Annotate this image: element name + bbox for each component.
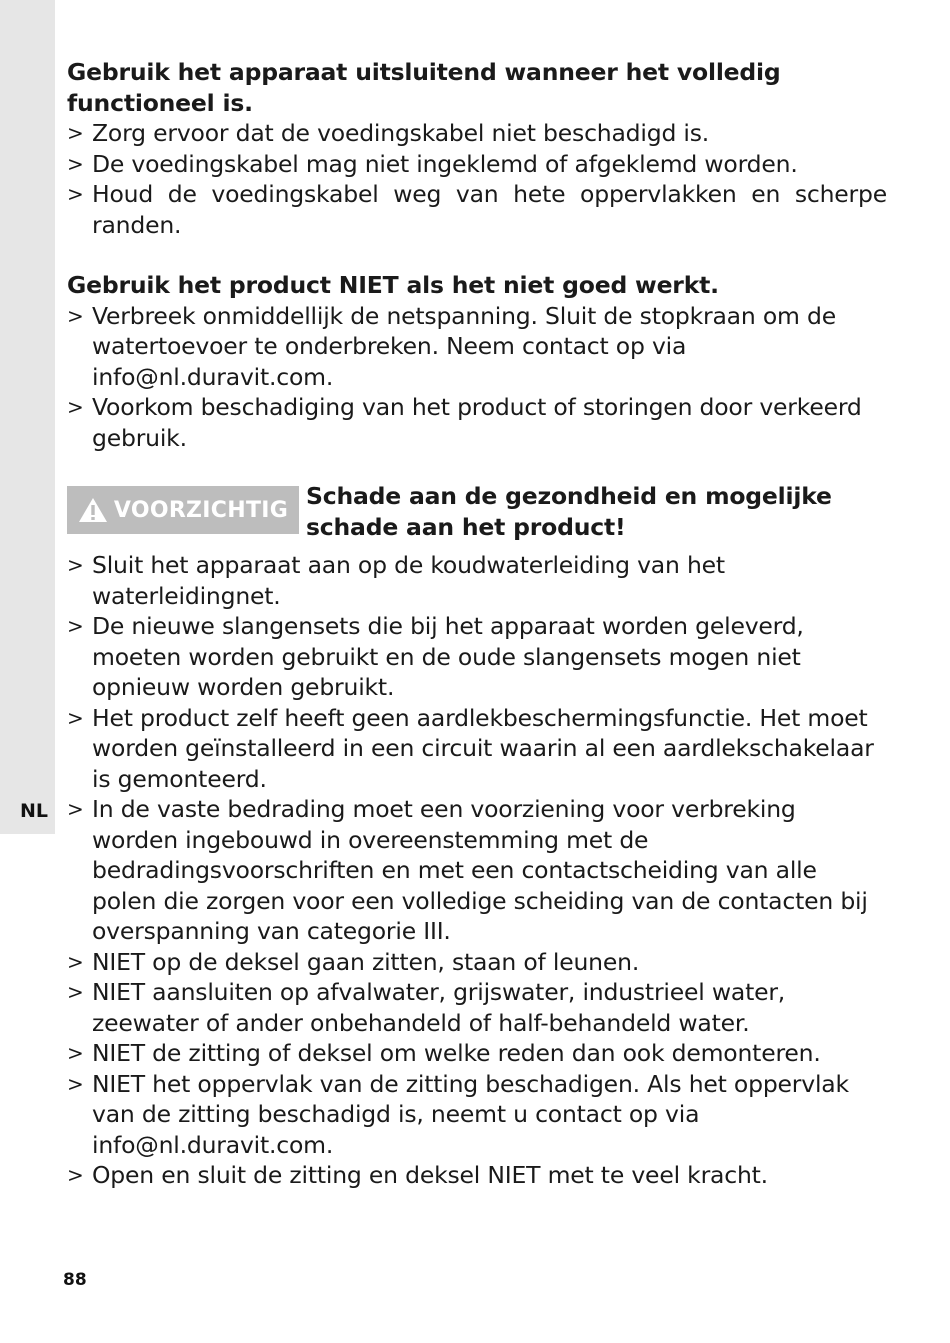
list-item: > NIET de zitting of deksel om welke reden dan ook demonteren. (67, 1039, 821, 1067)
section-caution (67, 481, 887, 1191)
arrow-marker-icon: > (67, 1041, 84, 1065)
list-item: > De voedingskabel mag niet ingeklemd of afgeklemd worden. (67, 149, 798, 178)
section-functional-use (67, 57, 887, 240)
section-heading: Gebruik het product NIET als het niet goed werkt. (67, 271, 719, 299)
arrow-marker-icon: > (67, 395, 84, 419)
list-item: > NIET aansluiten op afvalwater, grijswater, industrieel water, zeewater of ander onbehandeld of half-behandeld water. (67, 978, 786, 1037)
page-number: 88 (63, 1270, 87, 1290)
language-side-tab (0, 0, 55, 834)
arrow-marker-icon: > (67, 1163, 84, 1187)
caution-badge-label: VOORZICHTIG (113, 497, 289, 523)
arrow-marker-icon: > (67, 1071, 84, 1096)
arrow-marker-icon: > (67, 614, 84, 638)
arrow-marker-icon: > (67, 303, 84, 328)
arrow-marker-icon: > (67, 797, 84, 821)
arrow-marker-icon: > (67, 705, 84, 730)
arrow-marker-icon: > (67, 182, 84, 206)
bullet-list (67, 550, 887, 1191)
bullet-list (67, 301, 887, 454)
arrow-marker-icon: > (67, 980, 84, 1004)
bullet-list (67, 118, 887, 240)
arrow-marker-icon: > (67, 553, 84, 577)
list-item: > NIET het oppervlak van de zitting beschadigen. Als het oppervlak van de zitting beschadigd is, neemt u contact op via info@nl.duravit.com. (67, 1069, 849, 1159)
arrow-marker-icon: > (67, 949, 84, 974)
list-item: > Sluit het apparaat aan op de koudwaterleiding van het waterleidingnet. (67, 551, 725, 610)
list-item: > Houd de voedingskabel weg van hete oppervlakken en scherpe randen. (67, 180, 887, 239)
section-heading: Gebruik het apparaat uitsluitend wanneer het volledig functioneel is. (67, 58, 781, 117)
list-item: > Verbreek onmiddellijk de netspanning. Sluit de stopkraan om de watertoevoer te onderbreken. Neem contact op via info@nl.duravit.com. (67, 301, 836, 391)
caution-title: Schade aan de gezondheid en mogelijke schade aan het product! (306, 482, 832, 541)
list-item: > In de vaste bedrading moet een voorziening voor verbreking worden ingebouwd in overeenstemming met de bedradingsvoorschriften en met een contactscheiding van alle polen die zorgen voor een volledige scheiding van de contacten bij overspanning van categorie III. (67, 795, 868, 945)
arrow-marker-icon: > (67, 151, 84, 176)
list-item: > Het product zelf heeft geen aardlekbeschermingsfunctie. Het moet worden geïnstalleerd in een circuit waarin al een aardlekschakelaar is gemonteerd. (67, 703, 874, 793)
warning-triangle-icon (78, 497, 108, 523)
caution-badge (67, 486, 299, 534)
list-item: > NIET op de deksel gaan zitten, staan of leunen. (67, 947, 640, 976)
caution-header (67, 481, 887, 542)
section-malfunction (67, 270, 887, 453)
language-label: NL (20, 800, 49, 822)
list-item: > Zorg ervoor dat de voedingskabel niet beschadigd is. (67, 119, 710, 147)
list-item: > Voorkom beschadiging van het product of storingen door verkeerd gebruik. (67, 393, 862, 452)
arrow-marker-icon: > (67, 121, 84, 145)
list-item: > De nieuwe slangensets die bij het apparaat worden geleverd, moeten worden gebruikt en de oude slangensets mogen niet opnieuw worden gebruikt. (67, 612, 804, 701)
list-item: > Open en sluit de zitting en deksel NIET met te veel kracht. (67, 1161, 768, 1189)
page-content (67, 57, 887, 1191)
